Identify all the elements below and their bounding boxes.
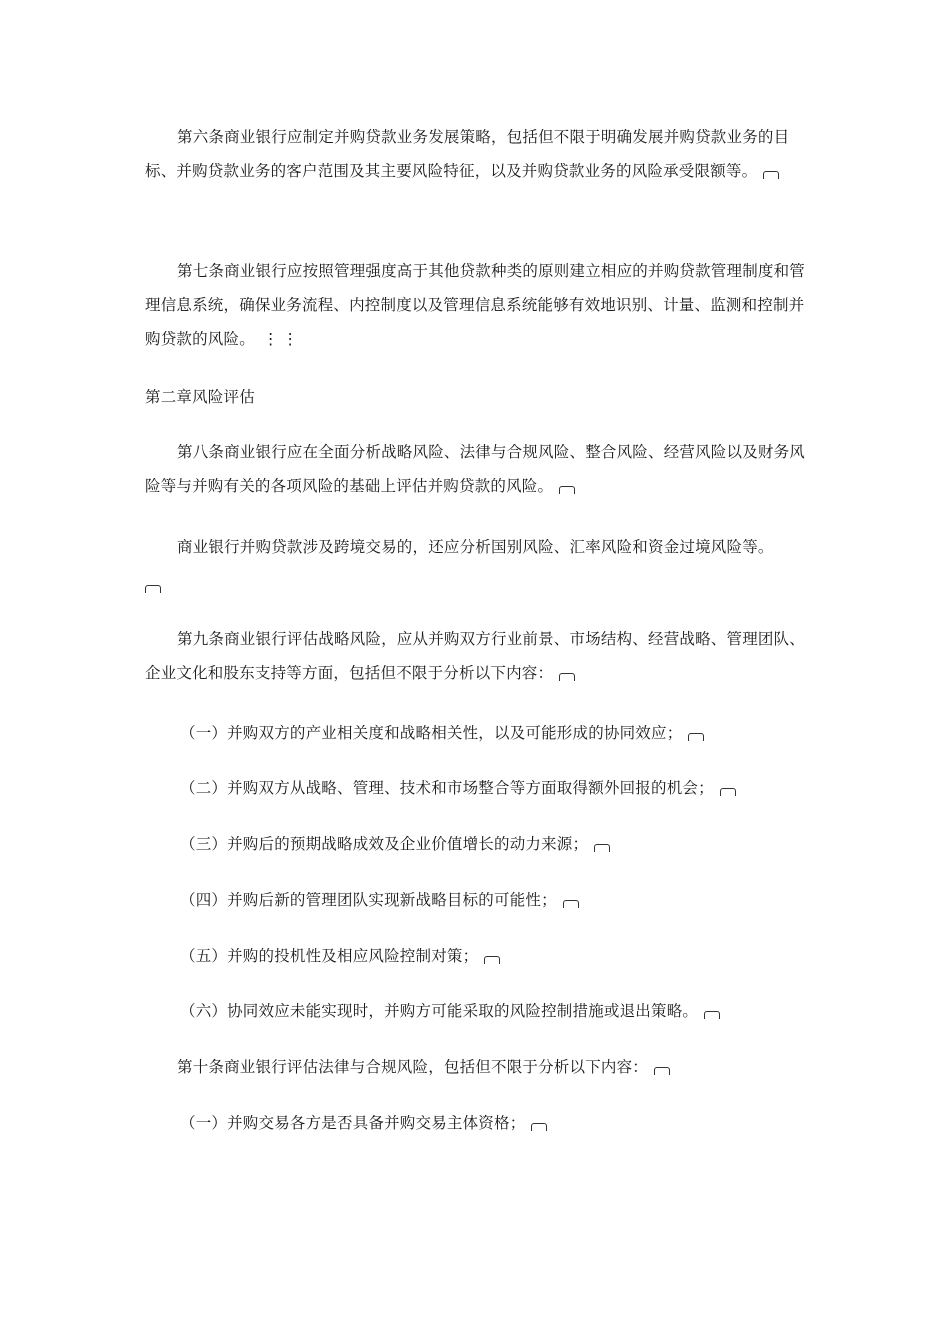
article-9-item-3-text: （三）并购后的预期战略成效及企业价值增长的动力来源； xyxy=(180,835,589,853)
paragraph-mark-icon xyxy=(763,171,779,179)
chapter-2-heading xyxy=(145,380,805,414)
article-9-item-2 xyxy=(180,771,805,805)
article-9-item-4 xyxy=(180,883,805,917)
article-10-item-1-text: （一）并购交易各方是否具备并购交易主体资格； xyxy=(180,1114,526,1132)
article-9-item-6 xyxy=(180,994,805,1028)
article-9-text: 第九条商业银行评估战略风险，应从并购双方行业前景、市场结构、经营战略、管理团队、企业文化和股东支持等方面，包括但不限于分析以下内容： xyxy=(145,630,806,682)
paragraph-mark-icon xyxy=(688,733,704,741)
paragraph-mark-icon xyxy=(654,1067,670,1075)
article-7 xyxy=(145,254,805,356)
paragraph-mark-icon xyxy=(559,673,575,681)
article-10 xyxy=(145,1050,805,1084)
article-8-continuation-text: 商业银行并购贷款涉及跨境交易的，还应分析国别风险、汇率风险和资金过境风险等。 xyxy=(177,538,774,556)
article-10-item-1 xyxy=(180,1106,805,1140)
paragraph-mark-icon xyxy=(145,585,161,593)
paragraph-mark-icon xyxy=(531,1123,547,1131)
article-9-item-5-text: （五）并购的投机性及相应风险控制对策； xyxy=(180,947,479,965)
chapter-2-heading-text: 第二章风险评估 xyxy=(145,388,255,406)
article-9-item-2-text: （二）并购双方从战略、管理、技术和市场整合等方面取得额外回报的机会； xyxy=(180,779,714,797)
article-10-text: 第十条商业银行评估法律与合规风险，包括但不限于分析以下内容： xyxy=(177,1058,649,1076)
article-9-item-5 xyxy=(180,939,805,973)
article-7-suffix: ⋮⋮ xyxy=(262,330,302,348)
article-8 xyxy=(145,435,805,503)
paragraph-mark-icon xyxy=(594,844,610,852)
article-8-text: 第八条商业银行应在全面分析战略风险、法律与合规风险、整合风险、经营风险以及财务风险等与并购有关的各项风险的基础上评估并购贷款的风险。 xyxy=(145,443,806,495)
article-9-item-1-text: （一）并购双方的产业相关度和战略相关性，以及可能形成的协同效应； xyxy=(180,724,683,742)
article-6-text: 第六条商业银行应制定并购贷款业务发展策略，包括但不限于明确发展并购贷款业务的目标、并购贷款业务的客户范围及其主要风险特征，以及并购贷款业务的风险承受限额等。 xyxy=(145,128,790,180)
paragraph-mark-icon xyxy=(563,900,579,908)
article-9-item-6-text: （六）协同效应未能实现时，并购方可能采取的风险控制措施或退出策略。 xyxy=(180,1002,699,1020)
paragraph-mark-icon xyxy=(704,1011,720,1019)
article-9 xyxy=(145,622,805,690)
paragraph-mark-icon xyxy=(484,956,500,964)
article-9-item-1 xyxy=(180,716,805,750)
article-9-item-3 xyxy=(180,827,805,861)
paragraph-mark-icon xyxy=(720,788,736,796)
paragraph-mark-icon xyxy=(559,486,575,494)
article-6 xyxy=(145,120,805,188)
article-7-text: 第七条商业银行应按照管理强度高于其他贷款种类的原则建立相应的并购贷款管理制度和管理信息系统，确保业务流程、内控制度以及管理信息系统能够有效地识别、计量、监测和控制并购贷款的风险。 xyxy=(145,262,806,348)
article-9-item-4-text: （四）并购后新的管理团队实现新战略目标的可能性； xyxy=(180,891,557,909)
article-8-continuation xyxy=(145,530,805,564)
